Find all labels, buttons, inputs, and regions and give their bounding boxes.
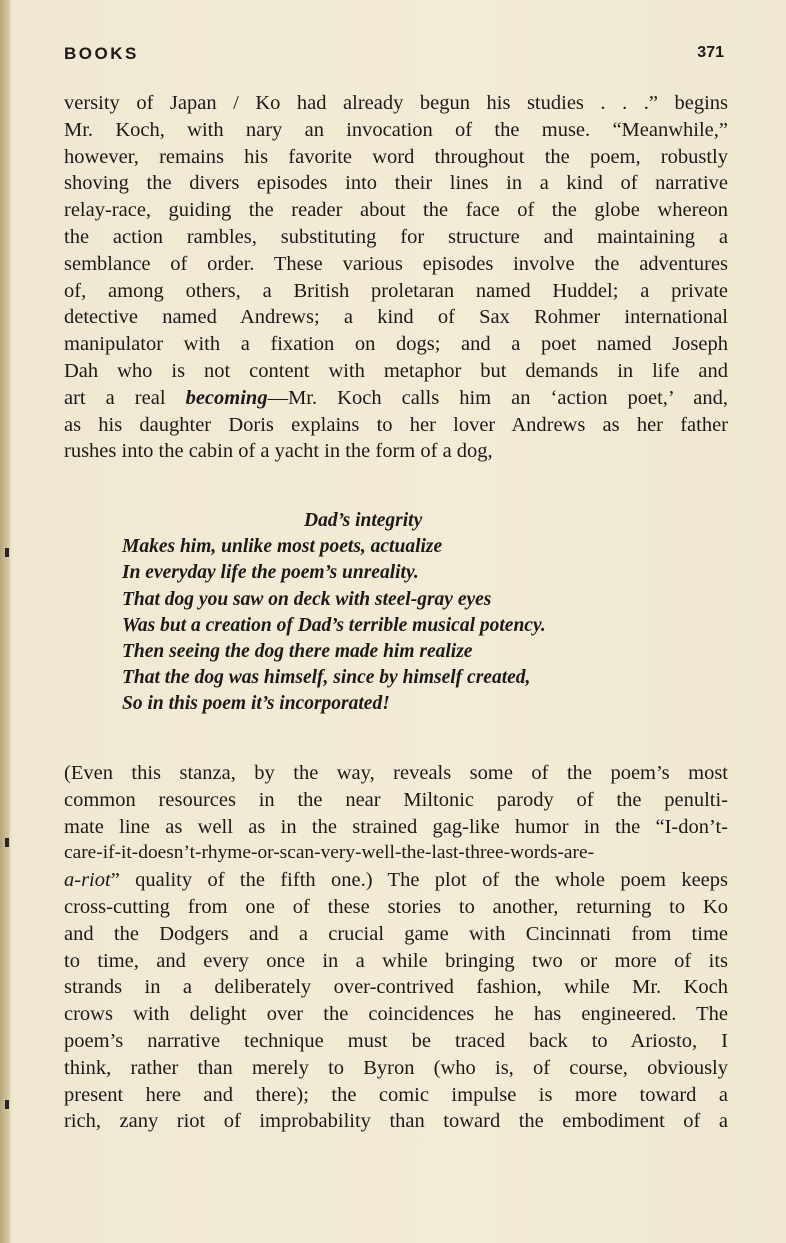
edge-mark xyxy=(5,1100,9,1109)
text-line: detective named Andrews; a kind of Sax Rohmer international xyxy=(64,306,728,329)
italic-emphasis: a-riot xyxy=(64,869,111,892)
edge-mark xyxy=(5,548,9,557)
poem-line: Dad’s integrity xyxy=(304,510,423,531)
text-line xyxy=(64,867,728,894)
text-line: however, remains his favorite word throughout the poem, robustly xyxy=(64,145,728,168)
text-line: poem’s narrative technique must be traced back to Ariosto, I xyxy=(64,1029,728,1052)
text-line: rich, zany riot of improbability than toward the embodiment of a xyxy=(64,1110,728,1133)
page-number: 371 xyxy=(697,44,724,61)
text-line: manipulator with a fixation on dogs; and a poet named Joseph xyxy=(64,333,728,356)
text-line: present here and there); the comic impulse is more toward a xyxy=(64,1083,728,1106)
text-line: the action rambles, substituting for structure and maintaining a xyxy=(64,225,728,248)
poem-quotation xyxy=(122,508,722,718)
text-line: mate line as well as in the strained gag-like humor in the “I-don’t- xyxy=(64,815,728,838)
text-fragment: —Mr. Koch calls him an ‘action poet,’ and, xyxy=(267,386,728,409)
running-head: BOOKS xyxy=(64,44,139,63)
paragraph-2 xyxy=(64,760,728,1135)
text-line: Dah who is not content with metaphor but demands in life and xyxy=(64,359,728,382)
text-fragment: ” quality of the fifth one.) The plot of the whole poem keeps xyxy=(110,869,728,892)
poem-line: That the dog was himself, since by himself created, xyxy=(122,667,531,689)
text-line: think, rather than merely to Byron (who is, of course, obviously xyxy=(64,1056,728,1079)
text-line: shoving the divers episodes into their lines in a kind of narrative xyxy=(64,172,728,195)
edge-mark xyxy=(5,838,9,847)
text-line: semblance of order. These various episodes involve the adventures xyxy=(64,252,728,275)
poem-line: In everyday life the poem’s unreality. xyxy=(122,562,419,584)
poem-line: Makes him, unlike most poets, actualize xyxy=(122,536,443,558)
poem-line: Then seeing the dog there made him realize xyxy=(122,641,473,663)
text-line: relay-race, guiding the reader about the face of the globe whereon xyxy=(64,199,728,222)
text-line: common resources in the near Miltonic parody of the penulti- xyxy=(64,788,728,811)
text-line: as his daughter Doris explains to her lover Andrews as her father xyxy=(64,413,728,436)
text-line xyxy=(64,385,728,412)
page-header xyxy=(64,44,724,68)
text-line: and the Dodgers and a crucial game with Cincinnati from time xyxy=(64,922,728,945)
text-line: (Even this stanza, by the way, reveals some of the poem’s most xyxy=(64,762,728,784)
text-fragment: art a real xyxy=(64,386,186,409)
text-line: strands in a deliberately over-contrived fashion, while Mr. Koch xyxy=(64,976,728,999)
italic-emphasis: becoming xyxy=(185,386,268,409)
paragraph-1 xyxy=(64,90,728,465)
text-line: cross-cutting from one of these stories to another, returning to Ko xyxy=(64,895,728,918)
text-line: care-if-it-doesn’t-rhyme-or-scan-very-well-the-last-three-words-are- xyxy=(64,842,595,864)
text-line: rushes into the cabin of a yacht in the form of a dog, xyxy=(64,440,493,463)
text-line: versity of Japan / Ko had already begun his studies . . .” begins xyxy=(64,92,728,114)
text-line: Mr. Koch, with nary an invocation of the muse. “Meanwhile,” xyxy=(64,118,728,141)
poem-line: Was but a creation of Dad’s terrible musical potency. xyxy=(122,614,546,636)
text-line: crows with delight over the coincidences he has engineered. The xyxy=(64,1003,728,1026)
text-line: of, among others, a British proletaran named Huddel; a private xyxy=(64,279,728,302)
poem-line: That dog you saw on deck with steel-gray eyes xyxy=(122,588,492,610)
text-line: to time, and every once in a while bringing two or more of its xyxy=(64,949,728,972)
poem-line: So in this poem it’s incorporated! xyxy=(122,693,390,715)
page-gutter-shadow xyxy=(0,0,10,1243)
